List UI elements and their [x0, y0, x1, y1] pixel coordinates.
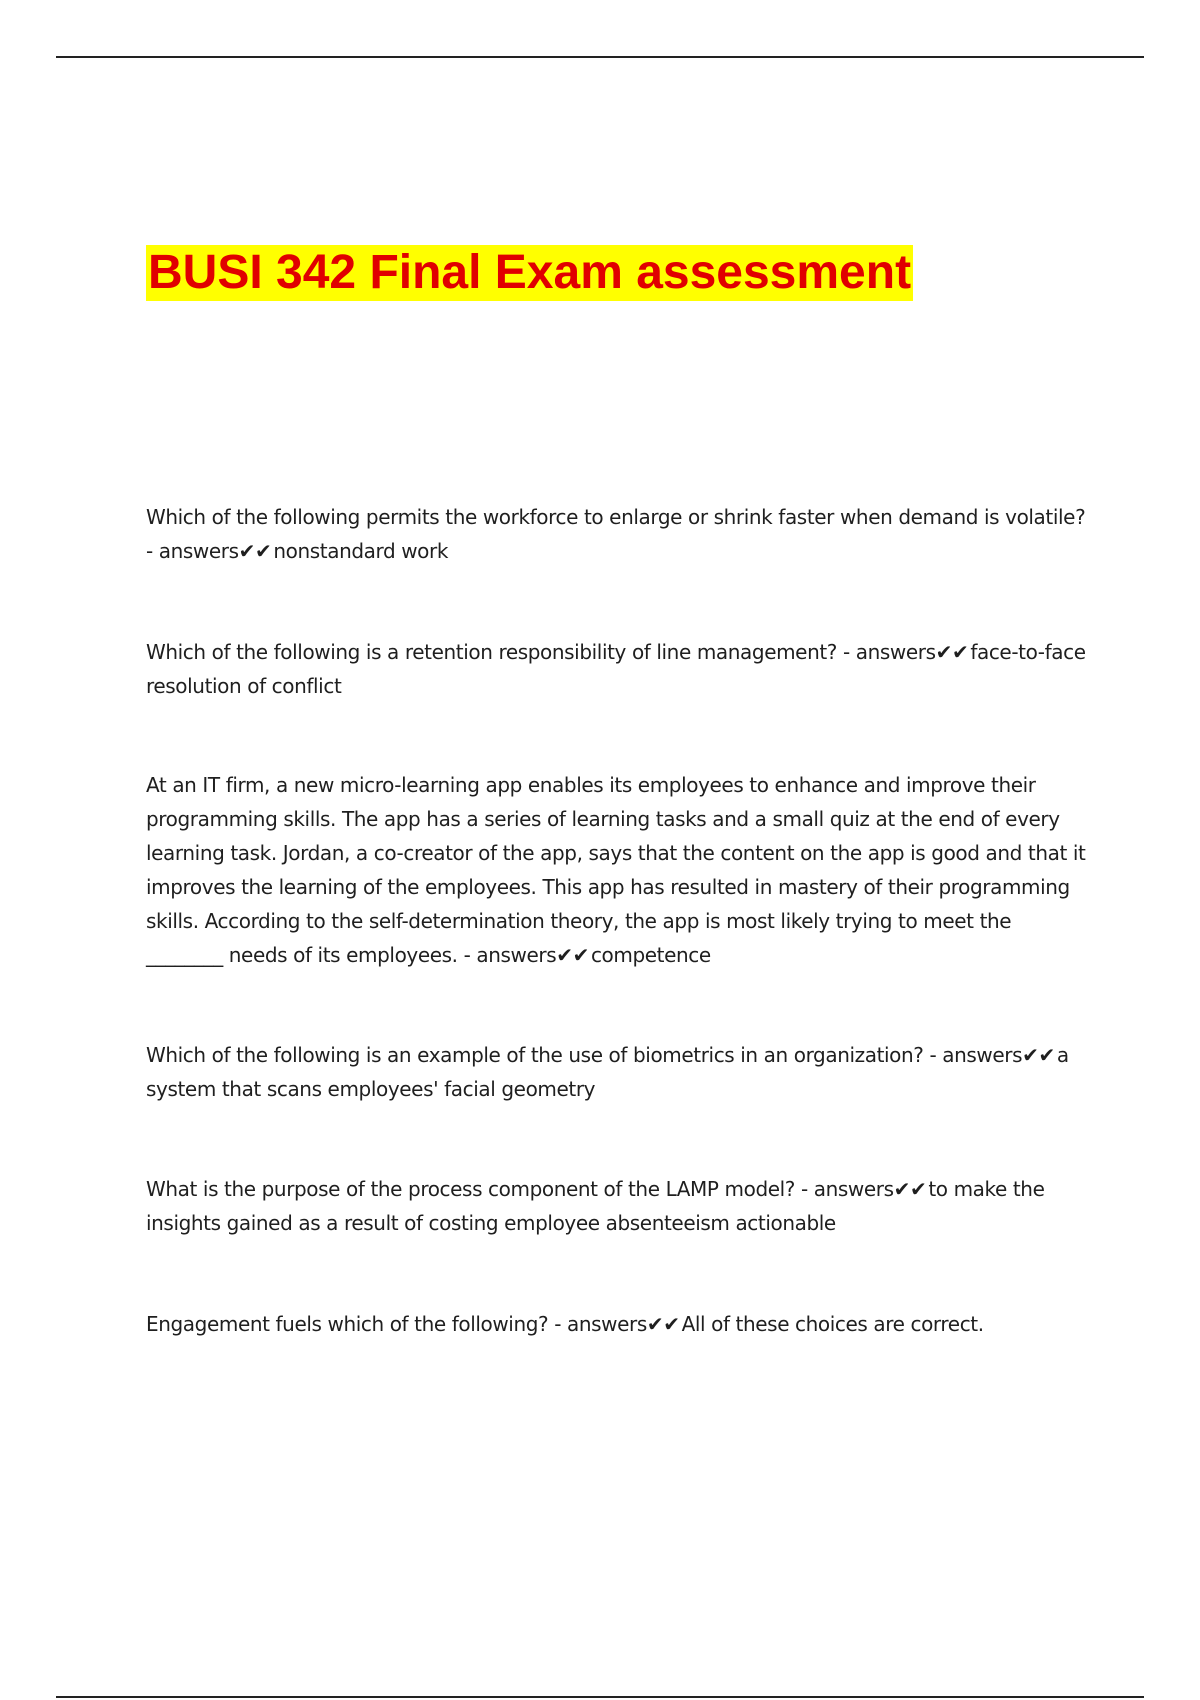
- check-mark-icon: ✔✔: [646, 1312, 680, 1336]
- question-text: Which of the following permits the workforce to enlarge or shrink faster when demand is volatile?: [146, 505, 1086, 529]
- top-divider: [56, 56, 1144, 58]
- qa-item: [146, 500, 1086, 568]
- question-text: What is the purpose of the process component of the LAMP model?: [146, 1177, 796, 1201]
- qa-item: [146, 768, 1086, 972]
- answer-text: a system that scans employees' facial geometry: [146, 1043, 1069, 1101]
- answer-text: face-to-face resolution of conflict: [146, 640, 1086, 698]
- answer-text: to make the insights gained as a result of costing employee absenteeism actionable: [146, 1177, 1045, 1235]
- check-mark-icon: ✔✔: [893, 1177, 927, 1201]
- qa-item: [146, 1172, 1086, 1240]
- answer-separator: - answers: [146, 539, 239, 563]
- question-text: Which of the following is an example of the use of biometrics in an organization?: [146, 1043, 924, 1067]
- qa-item: [146, 1307, 1086, 1341]
- question-text: At an IT firm, a new micro-learning app enables its employees to enhance and improve their programming skills. The app has a series of learning tasks and a small quiz at the end of every learning task. Jordan, a co-creator of the app, says that the content on the app is good and that it improves the learning of the employees. This app has resulted in mastery of their programming skills. According to the self-determination theory, the app is most likely trying to meet the ________ needs of its employees.: [146, 773, 1086, 967]
- question-text: Which of the following is a retention responsibility of line management?: [146, 640, 838, 664]
- answer-text: nonstandard work: [273, 539, 449, 563]
- answer-separator: - answers: [923, 1043, 1023, 1067]
- check-mark-icon: ✔✔: [935, 640, 969, 664]
- answer-text: All of these choices are correct.: [681, 1312, 984, 1336]
- answer-separator: - answers: [548, 1312, 647, 1336]
- check-mark-icon: ✔✔: [1022, 1043, 1055, 1067]
- title-block: [146, 245, 913, 301]
- answer-separator: - answers: [795, 1177, 894, 1201]
- qa-item: [146, 635, 1086, 703]
- qa-item: [146, 1038, 1086, 1106]
- answer-separator: - answers: [457, 943, 557, 967]
- question-text: Engagement fuels which of the following?: [146, 1312, 549, 1336]
- document-title: BUSI 342 Final Exam assessment: [148, 246, 912, 299]
- check-mark-icon: ✔✔: [238, 539, 272, 563]
- check-mark-icon: ✔✔: [556, 943, 589, 967]
- bottom-divider: [56, 1696, 1144, 1698]
- answer-text: competence: [590, 943, 711, 967]
- answer-separator: - answers: [837, 640, 936, 664]
